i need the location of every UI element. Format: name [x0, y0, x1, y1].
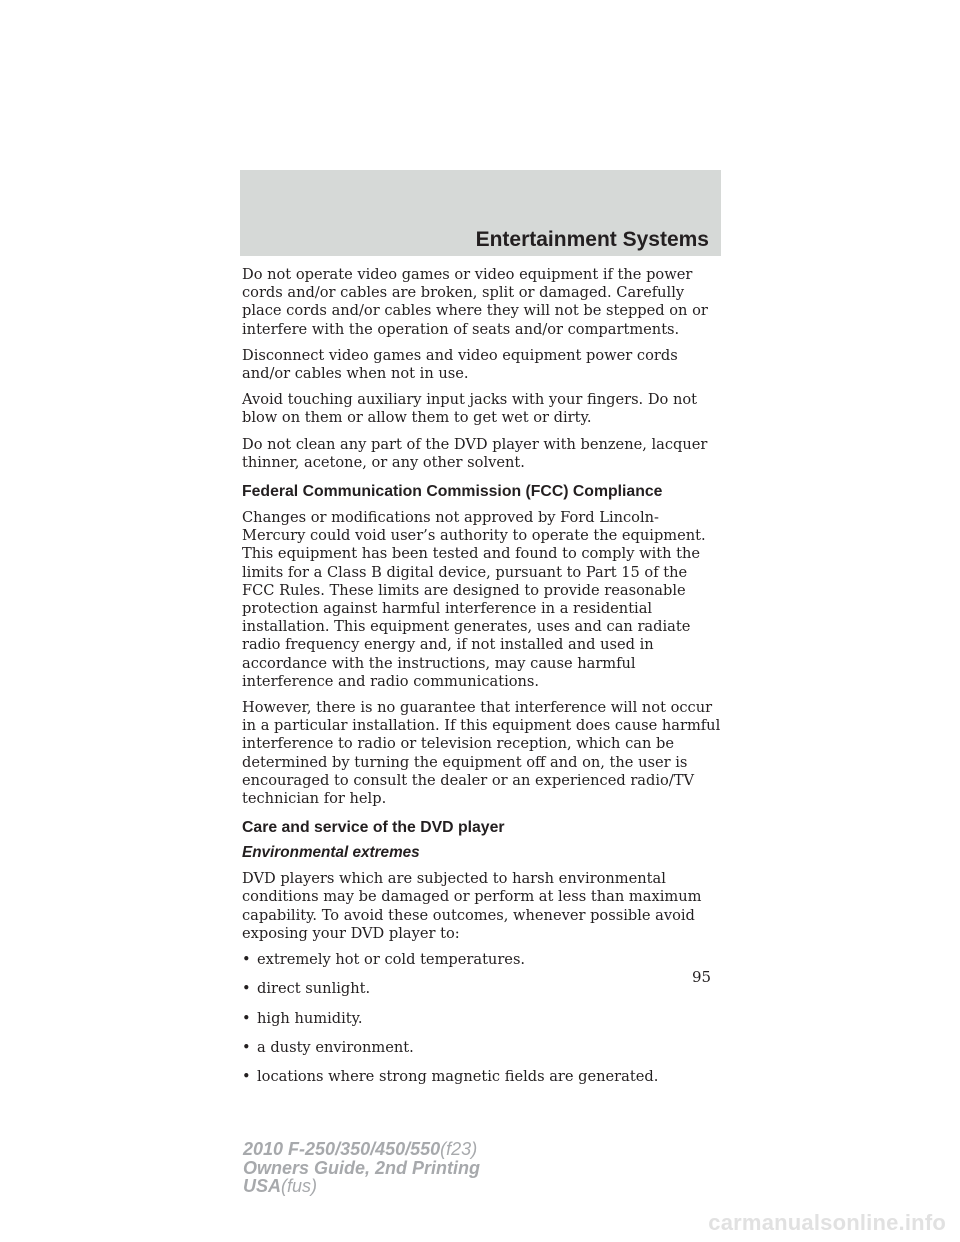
list-item: • locations where strong magnetic fields are generated.	[242, 1067, 659, 1085]
bullet-icon: •	[242, 1067, 251, 1085]
section-header	[240, 170, 721, 256]
bullet-icon: •	[242, 1009, 251, 1027]
paragraph-cleaning: Do not clean any part of the DVD player with benzene, lacquer thinner, acetone, or any other solvent.	[242, 435, 708, 471]
page-number: 95	[692, 968, 712, 986]
paragraph-disconnect: Disconnect video games and video equipment power cords and/or cables when not in use.	[242, 346, 678, 383]
footer-print-info	[243, 1140, 480, 1196]
list-item: • extremely hot or cold temperatures.	[242, 951, 526, 969]
heading-dvd-care: Care and service of the DVD player	[242, 819, 505, 837]
list-item: • high humidity.	[242, 1009, 363, 1027]
heading-fcc-compliance: Federal Communication Commission (FCC) Compliance	[242, 483, 663, 501]
list-item: • a dusty environment.	[242, 1038, 414, 1056]
paragraph-power-cords: Do not operate video games or video equipment if the power cords and/or cables are broken, split or damaged. Carefully place cords and/or cables where they will not be stepped on or interfere with the operation of seats and/or compartments.	[242, 266, 708, 338]
section-title: Entertainment Systems	[475, 228, 709, 251]
footer-model-line: 2010 F-250/350/450/550(f23)	[243, 1139, 478, 1159]
bullet-icon: •	[242, 1038, 251, 1056]
watermark: carmanualsonline.info	[708, 1210, 946, 1235]
bullet-list	[242, 951, 722, 1086]
paragraph-fcc-changes: Changes or modifications not approved by Ford Lincoln-Mercury could void user’s authority to operate the equipment. This equipment has been tested and found to comply with the limits for a Class B digital device, pursuant to Part 15 of the FCC Rules. These limits are designed to provide reasonable protection against harmful interference in a residential installation. This equipment generates, uses and can radiate radio frequency energy and, if not installed and used in accordance with the instructions, may cause harmful interference and radio communications.	[242, 509, 706, 690]
bullet-icon: •	[242, 980, 251, 998]
paragraph-input-jacks: Avoid touching auxiliary input jacks with your fingers. Do not blow on them or allow them to get wet or dirty.	[242, 391, 698, 427]
bullet-icon: •	[242, 951, 251, 969]
footer-guide-line: Owners Guide, 2nd Printing	[243, 1157, 481, 1178]
page-content	[242, 266, 722, 1097]
paragraph-environmental: DVD players which are subjected to harsh environmental conditions may be damaged or perform at less than maximum capability. To avoid these outcomes, whenever possible avoid exposing your DVD player to:	[242, 870, 702, 942]
list-item: • direct sunlight.	[242, 980, 371, 998]
subheading-environmental-extremes: Environmental extremes	[242, 844, 420, 862]
footer-region-line: USA(fus)	[243, 1176, 318, 1196]
paragraph-fcc-interference: However, there is no guarantee that interference will not occur in a particular installation. If this equipment does cause harmful interference to radio or television reception, which can be determined by turning the equipment off and on, the user is encouraged to consult the dealer or an experienced radio/TV technician for help.	[242, 699, 721, 808]
